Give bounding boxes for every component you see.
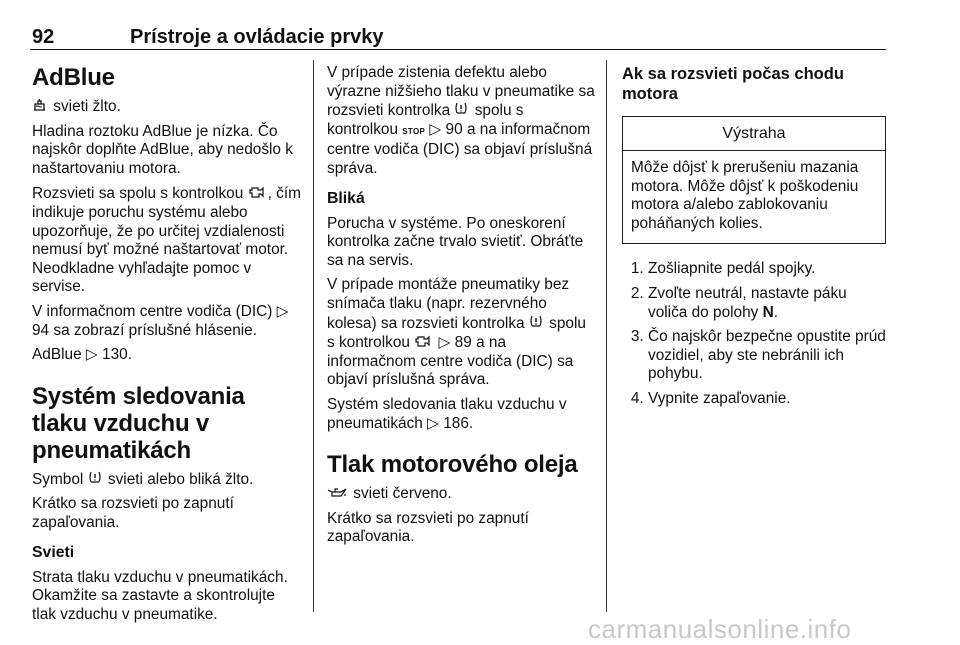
- paragraph: AdBlue ▷ 130.: [32, 346, 132, 364]
- engine-check-icon: [248, 184, 266, 203]
- running-title: Prístroje a ovládacie prvky: [130, 26, 384, 48]
- ref-arrow-icon: ▷: [276, 302, 289, 320]
- paragraph: Hladina roztoku AdBlue je nízka. Čo najskôr doplňte AdBlue, aby nedošlo k naštartovaniu motora.: [32, 122, 293, 177]
- heading-tpms: Systém sledovania tlaku vzduchu v pneumatikách: [32, 382, 245, 464]
- heading-blika: Bliká: [327, 189, 365, 207]
- list-item: 1. Zošliapnite pedál spojky.: [648, 260, 886, 279]
- oil-can-icon: [327, 484, 347, 503]
- paragraph: Strata tlaku vzduchu v pneumatikách. Okamžite sa zastavte a skontrolujte tlak vzduchu v pneumatike.: [32, 568, 288, 623]
- watermark: carmanualsonline.info: [588, 614, 852, 644]
- page-header: [30, 26, 886, 48]
- paragraph: Systém sledovania tlaku vzduchu v pneumatikách ▷ 186.: [327, 395, 567, 432]
- heading-svieti: Svieti: [32, 543, 75, 561]
- paragraph: Porucha v systéme. Po oneskorení kontrolka začne trvalo svietiť. Obráťte sa na servis.: [327, 214, 584, 269]
- paragraph: V prípade zistenia defektu alebo výrazne nižšieho tlaku v pneumatike sa rozsvieti kontrolka spolu s kontrolkou STOP ▷ 90 a na informačnom centre vodiča (DIC) sa objaví príslušná správa.: [327, 64, 595, 177]
- warning-title: Výstraha: [623, 117, 885, 151]
- tire-pressure-icon: [454, 101, 468, 120]
- paragraph: svieti žlto.: [32, 97, 302, 117]
- header-rule: [30, 49, 886, 50]
- paragraph: V prípade montáže pneumatiky bez snímača tlaku (napr. rezervného kolesa) sa rozsvieti kontrolka spolu s kontrolkou ▷ 89 a na informačnom centre vodiča (DIC) sa objaví príslušná správa.: [327, 276, 586, 389]
- paragraph: svieti červeno.: [327, 484, 595, 504]
- paragraph: Krátko sa rozsvieti po zapnutí zapaľovania.: [32, 495, 234, 531]
- stop-icon: STOP: [402, 126, 426, 136]
- ref-arrow-icon: ▷: [85, 346, 98, 364]
- page-reference[interactable]: 89: [454, 334, 472, 352]
- adblue-tank-icon: [32, 97, 47, 116]
- page-reference[interactable]: 94: [32, 321, 50, 339]
- column-2: [327, 64, 595, 553]
- ref-arrow-icon: ▷: [429, 120, 442, 138]
- page-reference[interactable]: 186: [443, 414, 469, 432]
- paragraph: Rozsvieti sa spolu s kontrolkou , čím indikuje poruchu systému alebo upozorňuje, že po určitej vzdialenosti nemusí byť možné naštartovať motor. Neodkladne vyhľadajte pomoc v servise.: [32, 185, 301, 296]
- heading-oil-pressure: Tlak motorového oleja: [327, 451, 578, 479]
- steps-list: [622, 260, 886, 408]
- ref-arrow-icon: ▷: [438, 334, 451, 352]
- column-divider: [313, 60, 314, 612]
- paragraph: Symbol svieti alebo bliká žlto.: [32, 470, 254, 488]
- paragraph: V informačnom centre vodiča (DIC) ▷ 94 sa zobrazí príslušné hlásenie.: [32, 302, 289, 339]
- column-divider: [606, 60, 607, 612]
- list-item: 3. Čo najskôr bezpečne opustite prúd vozidiel, aby ste nebránili ich pohybu.: [648, 328, 886, 384]
- tire-pressure-icon: [529, 314, 543, 333]
- engine-check-icon: [414, 333, 432, 352]
- list-item: 2. Zvoľte neutrál, nastavte páku voliča do polohy N.: [648, 285, 886, 322]
- ref-arrow-icon: ▷: [427, 414, 439, 432]
- heading-adblue: AdBlue: [32, 64, 115, 91]
- tire-pressure-icon: [88, 470, 102, 489]
- list-item: 4. Vypnite zapaľovanie.: [648, 390, 886, 409]
- page-number: 92: [32, 26, 55, 48]
- page-reference[interactable]: 130: [102, 346, 128, 364]
- heading-running-engine: Ak sa rozsvieti počas chodu motora: [622, 65, 844, 103]
- column-3: [622, 64, 886, 415]
- column-1: [32, 64, 302, 630]
- warning-text: Môže dôjsť k prerušeniu mazania motora. Môže dôjsť k poškodeniu motora a/alebo zablokovaniu poháňaných kolies.: [631, 159, 859, 232]
- page-reference[interactable]: 90: [445, 120, 463, 138]
- warning-box: [622, 116, 886, 244]
- paragraph: Krátko sa rozsvieti po zapnutí zapaľovania.: [327, 509, 529, 546]
